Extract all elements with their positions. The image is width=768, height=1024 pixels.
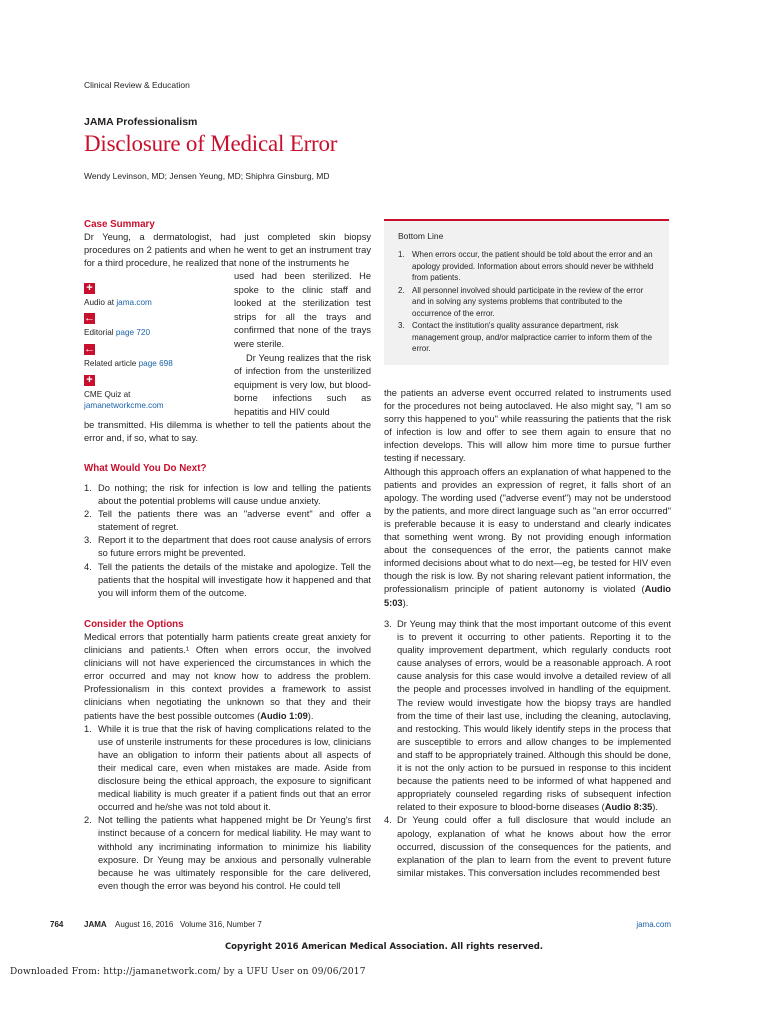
list-item: 3. Contact the institution's quality assurance department, risk management group, and/or malpractice carrier to inform them of the error. <box>398 321 653 353</box>
copyright: Copyright 2016 American Medical Association. All rights reserved. <box>224 942 544 952</box>
list-item-text: Tell the patients the details of the mistake and apologize. Tell the patients that the hospital will investigate how it happened and that you will inform them of the outcome. <box>98 561 371 598</box>
sidebar-audio-link[interactable]: jama.com <box>116 298 152 307</box>
paragraph-end: ). <box>402 597 409 608</box>
download-notice: Downloaded From: http://jamanetwork.com/ by a UFU User on 09/06/2017 <box>10 967 366 977</box>
sidebar-related[interactable] <box>84 344 204 369</box>
arrow-left-icon: ← <box>84 312 95 324</box>
what-next-heading: What Would You Do Next? <box>84 463 207 474</box>
sidebar-related-link[interactable]: page 698 <box>138 359 173 368</box>
list-item-text: When errors occur, the patient should be told about the error and an apology provided. Information about errors should never be withheld from patients. <box>412 250 654 282</box>
plus-icon: + <box>84 375 95 386</box>
right-column-text <box>384 387 671 610</box>
consider-intro-end: ). <box>307 710 314 721</box>
sidebar-cme[interactable] <box>84 375 204 411</box>
list-item: 4. Dr Yeung could offer a full disclosure that would include an apology, explanation of what he knows about how the error occurred, discussion of the consequences for the patients, and explanation of the plan to learn from the event to prevent future similar mistakes. This conversation includes recommended best <box>384 815 671 878</box>
list-item-text: Dr Yeung may think that the most important outcome of this event is to prevent it occurring to other patients. Reporting it to the quality improvement department, which regularly conducts root cause analyses of errors, would be a reasonable approach. A root cause analysis for this case would involve a detailed review of all the people and processes involved in handling of the equipment. The review would investigate how the biopsy trays are handled from the time of their last use, including the cleaning, autoclaving, and restocking. This would likely identify steps in the process that are susceptible to errors and allow changes to be implemented and staff to be appropriately trained. Although this should be done, it is not the only action to be pursued in response to this incident because the patients need to be informed of what happened and appropriately counseled regarding risks of subsequent infection related to their exposure to blood-borne diseases ( <box>397 619 671 813</box>
list-item-text: Tell the patients there was an "adverse event" and offer a statement of regret. <box>98 509 371 533</box>
case-summary-heading: Case Summary <box>84 219 155 230</box>
page-number: 764 <box>50 920 64 929</box>
authors: Wendy Levinson, MD; Jensen Yeung, MD; Shiphra Ginsburg, MD <box>84 171 330 181</box>
footer-url[interactable]: jama.com <box>636 920 671 929</box>
arrow-left-icon: ← <box>84 343 95 355</box>
case-summary-wrapped <box>234 270 371 420</box>
list-item-text: Report it to the department that does root cause analysis of errors so future errors might be prevented. <box>98 535 371 559</box>
paragraph-text: Although this approach offers an explanation of what happened to the patients and provides an expression of regret, it falls short of an apology. The wording used ("adverse event") may not be understood by the patients, and more direct language such as "an error occurred" is preferable because it is easy to understand and clearly indicates that something went wrong. By not providing enough information about the consequences of the error, the patients cannot make informed decisions about what to do next—eg, be tested for HIV even though the risk is low. By not sharing relevant patient information, the professionalism principle of patient autonomy is violated ( <box>384 466 671 595</box>
list-item-text: Do nothing; the risk for infection is low and telling the patients about the potential problems will cause undue anxiety. <box>98 483 371 507</box>
continuation: the patients an adverse event occurred related to instruments used for the procedures not being autoclaved. He also might say, "I am so sorry this happened to you" while reassuring the patients that the risk of infection is low and offer to see them again to ensure that no infection develops. This will allow him more time to pursue further testing if necessary. <box>384 388 671 464</box>
case-summary-wrapped-p1: used had been sterilized. He spoke to the clinic staff and looked at the sterilization test strips for all the trays and confirmed that none of the trays were sterile. <box>234 271 371 349</box>
list-item: 4. Tell the patients the details of the mistake and apologize. Tell the patients that the hospital will investigate how it happened and that you will inform them of the outcome. <box>84 561 371 598</box>
list-item: 1. Do nothing; the risk for infection is low and telling the patients about the potential problems will cause undue anxiety. <box>84 483 371 507</box>
case-summary-wrapped-p2: Dr Yeung realizes that the risk of infection from the unsterilized equipment is very low, but blood-borne infections such as hepatitis and HIV could <box>234 352 371 417</box>
article-title: Disclosure of Medical Error <box>84 131 338 156</box>
consider-intro-text: Medical errors that potentially harm patients create great anxiety for clinicians and patients.¹ Often when errors occur, the involved clinicians will not have experienced the circumstances in which the error occurred and may not know how to address the problem. Professionalism in this context provides a framework to assist clinicians when negotiating the unknown so that they and their patients have the best possible outcomes ( <box>84 632 371 721</box>
case-summary-end: be transmitted. His dilemma is whether to tell the patients about the error and, if so, what to say. <box>84 420 371 444</box>
sidebar-related-label: Related article <box>84 359 139 368</box>
consider-heading: Consider the Options <box>84 619 184 630</box>
audio-link[interactable]: Audio 8:35 <box>604 802 653 813</box>
bottom-line-box <box>384 219 669 365</box>
series-title: JAMA Professionalism <box>84 116 198 128</box>
case-summary-intro: Dr Yeung, a dermatologist, had just completed skin biopsy procedures on 2 patients and when he went to get an instrument tray for a third procedure, he realized that none of the instruments he <box>84 232 371 269</box>
consider-intro <box>84 631 371 723</box>
sidebar-cme-label: CME Quiz at <box>84 390 131 399</box>
list-item-end: ). <box>652 802 658 813</box>
list-item: 3. Dr Yeung may think that the most important outcome of this event is to prevent it occurring to other patients. Reporting it to the quality improvement department, which regularly conducts root cause analyses of errors, would be a reasonable approach. A root cause analysis for this case would involve a detailed review of all the people and processes involved in handling of the equipment. The review would investigate how the biopsy trays are handled from the time of their last use, including the cleaning, autoclaving, and restocking. This would likely identify steps in the process that are susceptible to errors and allow changes to be implemented and staff to be appropriately trained. Although this should be done, it is not the only action to be pursued in response to this incident because the patients need to be informed of what happened and appropriately counseled regarding risks of subsequent infection related to their exposure to blood-borne diseases (Audio 8:35). <box>384 619 671 813</box>
audio-link[interactable]: Audio 1:09 <box>260 710 308 721</box>
sidebar-editorial[interactable] <box>84 313 204 338</box>
consider-body <box>84 631 371 893</box>
bottom-line-title: Bottom Line <box>398 231 444 241</box>
paragraph <box>384 466 671 610</box>
sidebar-editorial-link[interactable]: page 720 <box>115 328 151 337</box>
sidebar-editorial-label: Editorial <box>84 328 116 337</box>
plus-icon: + <box>84 283 95 294</box>
footer-meta: August 16, 2016 Volume 316, Number 7 <box>115 920 262 929</box>
list-item-text: Contact the institution's quality assurance department, risk management group, and/or malpractice carrier to inform them of the error. <box>412 321 653 353</box>
footer-journal: JAMA <box>84 920 107 929</box>
list-item: 2. Tell the patients there was an "adverse event" and offer a statement of regret. <box>84 509 371 533</box>
list-item: 1. While it is true that the risk of having complications related to the use of unsterile instruments for these procedures is low, clinicians have an obligation to inform their patients about all aspects of their medical care, even when mistakes are made. Aside from disclosure being the ethical approach, the exposure to significant medical liability is much greater if a patient finds out that an error occurred and he/she was not told about it. <box>84 723 371 813</box>
sidebar-audio[interactable] <box>84 283 204 308</box>
list-item: 2. All personnel involved should participate in the review of the error and in solving any systems problems that contributed to the occurrence of the error. <box>398 285 644 318</box>
list-item: 3. Report it to the department that does root cause analysis of errors so future errors might be prevented. <box>84 535 371 559</box>
list-item-text: While it is true that the risk of having complications related to the use of unsterile instruments for these procedures is low, clinicians have an obligation to inform their patients about all aspects of their medical care, even when mistakes are made. Aside from disclosure being the ethical approach, the exposure to significant medical liability is much greater if a patient finds out that an error occurred and he/she was not told about it. <box>98 723 371 813</box>
list-item: 1. When errors occur, the patient should be told about the error and an apology provided. Information about errors should never be withheld from patients. <box>398 250 654 282</box>
sidebar-audio-label: Audio at <box>84 298 117 307</box>
audio-link[interactable]: Audio 5:03 <box>384 584 671 608</box>
section-label: Clinical Review & Education <box>84 80 190 90</box>
list-item-text: All personnel involved should participate in the review of the error and in solving any systems problems that contributed to the occurrence of the error. <box>412 285 644 318</box>
what-next-list <box>84 482 371 600</box>
sidebar-cme-link[interactable]: jamanetworkcme.com <box>84 401 164 410</box>
right-column-list <box>384 618 671 880</box>
list-item-text: Not telling the patients what happened might be Dr Yeung's first instinct because of a concern for medical liability. He may want to withhold any incriminating information to minimize his liability exposure. Dr Yeung may be anxious and personally vulnerable because he was ultimately responsible for the care delivered, even though the error was beyond his control. He could tell <box>98 815 371 891</box>
list-item-text: Dr Yeung could offer a full disclosure that would include an apology, explanation of what he knows about how the error occurred, discussion of the consequences for the patients, and explanation of the plan to learn from the event to prevent future similar mistakes. This conversation includes recommended best <box>397 815 671 878</box>
list-item: 2. Not telling the patients what happened might be Dr Yeung's first instinct because of a concern for medical liability. He may want to withhold any incriminating information to minimize his liability exposure. Dr Yeung may be anxious and personally vulnerable because he was ultimately responsible for the care delivered, even though the error was beyond his control. He could tell <box>84 815 371 891</box>
